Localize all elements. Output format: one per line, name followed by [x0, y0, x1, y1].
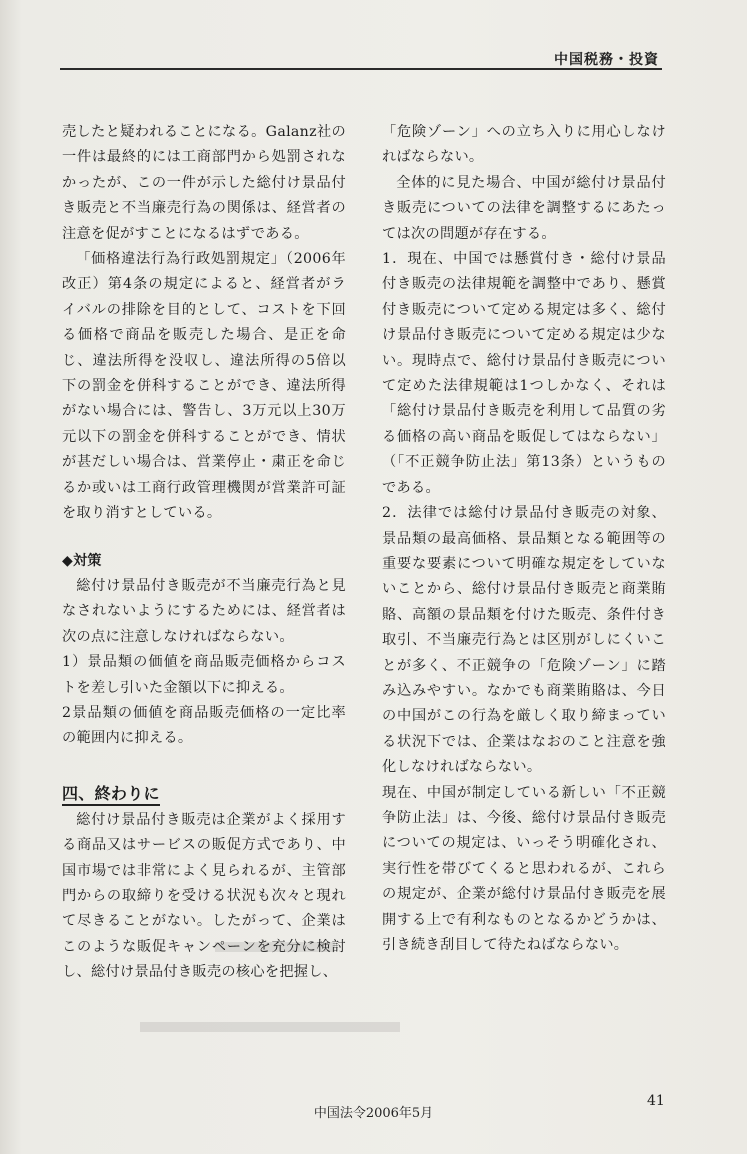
- spacer: [62, 752, 346, 780]
- section-heading: [62, 780, 346, 808]
- body-paragraph: 現在、中国が制定している新しい「不正競争防止法」は、今後、総付け景品付き販売についての規定は、いっそう明確化され、実行性を帯びてくると思われるが、これらの規定が、企業が総付け景品付き販売を展開する上で有利なものとなるかどうかは、引き続き刮目して待たねばならない。: [382, 784, 666, 953]
- section-heading-text: 四、終わりに: [62, 784, 160, 806]
- numbered-paragraph: 2．法律では総付け景品付き販売の対象、景品類の最高価格、景品類となる範囲等の重要な要素について明確な規定をしていないことから、総付け景品付き販売と商業賄賂、高額の景品類を付けた販売、条件付き取引、不当廉売行為とは区別がしにくいことが多く、不正競争の「危険ゾーン」に踏み込みやすい。なかでも商業賄賂は、今日の中国がこの行為を厳しく取り締まっている状況下では、企業はなおのこと注意を強化しなければならない。: [382, 505, 666, 776]
- spacer: [62, 527, 346, 549]
- right-column: [382, 120, 666, 958]
- body-paragraph: 「危険ゾーン」への立ち入りに用心しなければならない。: [382, 124, 666, 166]
- header-rule: [60, 68, 662, 70]
- page-number: 41: [647, 1093, 665, 1109]
- body-paragraph: 「価格違法行為行政処罰規定」（2006年改正）第4条の規定によると、経営者がライバルの排除を目的として、コストを下回る価格で商品を販売した場合、是正を命じ、違法所得を没収し、違法所得の5倍以下の罰金を併科することができ、違法所得がない場合には、警告し、3万元以上30万元以下の罰金を併科することができ、情状が甚だしい場合は、営業停止・粛正を命じるか或いは工商行政管理機関が営業許可証を取り消すとしている。: [62, 251, 346, 522]
- bleed-through-mark: [140, 1022, 400, 1032]
- countermeasure-paragraph: 総付け景品付き販売が不当廉売行為と見なされないようにするためには、経営者は次の点に注意しなければならない。: [62, 577, 346, 645]
- numbered-paragraph: 1．現在、中国では懸賞付き・総付け景品付き販売の法律規範を調整中であり、懸賞付き販売について定める規定は多く、総付け景品付き販売について定める規定は少ない。現時点で、総付け景品付き販売について定めた法律規範は1つしかなく、それは「総付け景品付き販売を利用して品質の劣る価格の高い商品を販促してはならない」（「不正競争防止法」第13条）というものである。: [382, 251, 666, 496]
- closing-paragraph: 総付け景品付き販売は企業がよく採用する商品又はサービスの販促方式であり、中国市場では非常によく見られるが、主管部門からの取締りを受ける状況も次々と現れて尽きることがない。したがって、企業はこのような販促キャンペーンを充分に検討し、総付け景品付き販売の核心を把握し、: [62, 811, 346, 981]
- countermeasure-point: 1）景品類の価値を商品販売価格からコストを差し引いた金額以下に抑える。: [62, 654, 346, 696]
- body-paragraph: 売したと疑われることになる。Galanz社の一件は最終的には工商部門から処罰されなかったが、この一件が示した総付け景品付き販売と不当廉売行為の関係は、経営者の注意を促がすことになるはずである。: [62, 124, 346, 242]
- body-paragraph: 全体的に見た場合、中国が総付け景品付き販売についての法律を調整するにあたっては次の問題が存在する。: [382, 174, 666, 242]
- countermeasure-point: 2景品類の価値を商品販売価格の一定比率の範囲内に抑える。: [62, 704, 346, 747]
- running-header-title: 中国税務・投資: [554, 52, 659, 68]
- countermeasure-heading: ◆対策: [62, 552, 102, 569]
- left-column: [62, 120, 346, 986]
- footer-publication: 中国法令2006年5月: [313, 1106, 434, 1121]
